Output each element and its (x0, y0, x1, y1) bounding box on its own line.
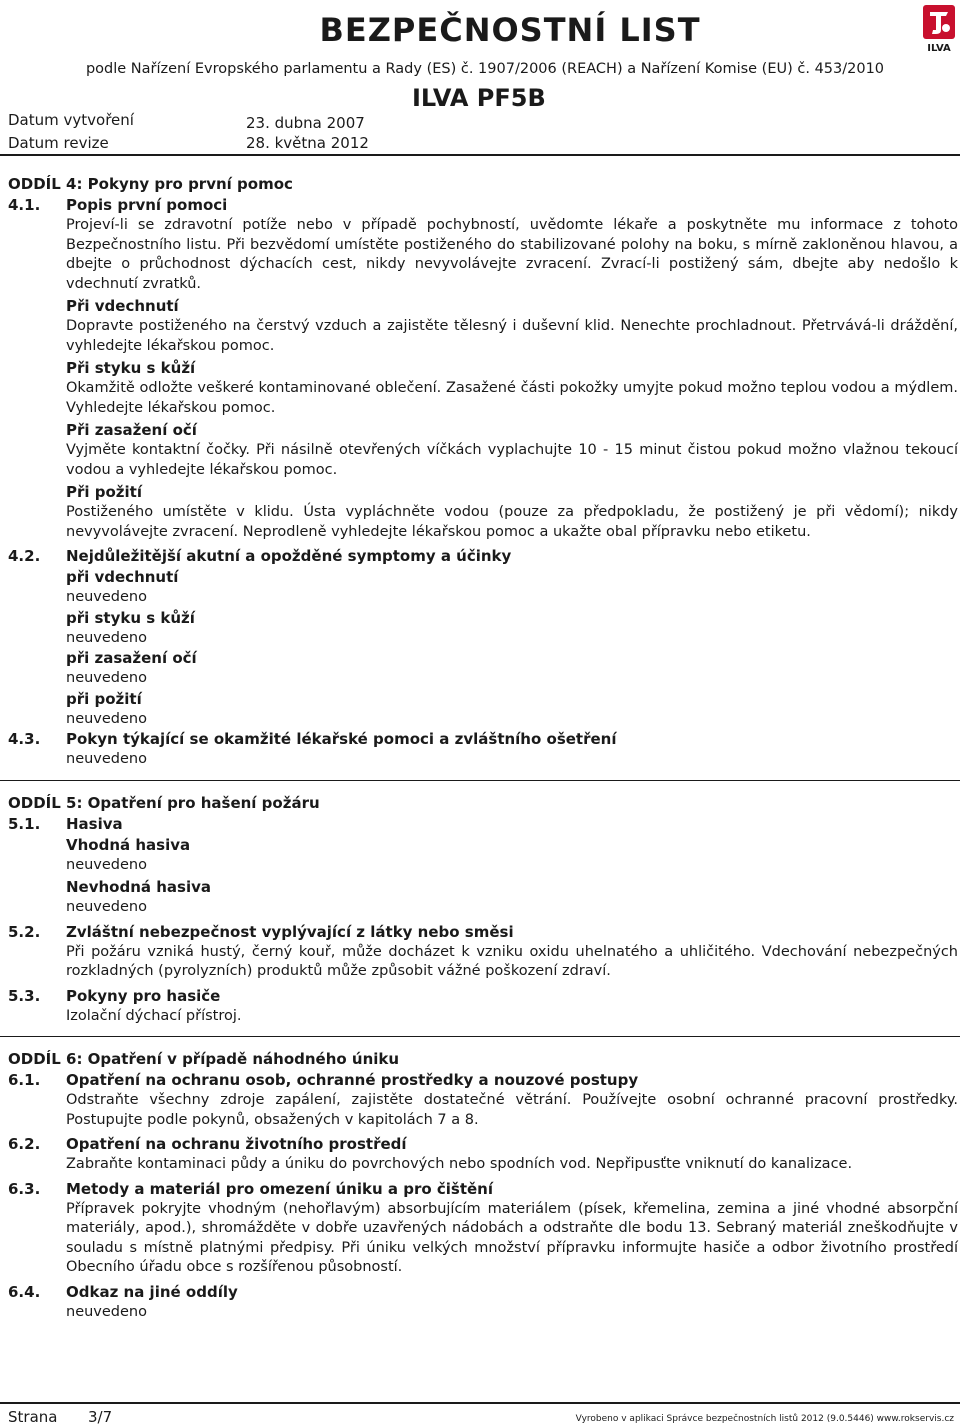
section-4-title: ODDÍL 4: Pokyny pro první pomoc (8, 175, 293, 193)
document-body (8, 174, 958, 1322)
subsection-title: Zvláštní nebezpečnost vyplývající z látky nebo směsi (66, 922, 514, 941)
page-label: Strana (8, 1408, 58, 1426)
created-date-label: Datum vytvoření (8, 111, 134, 129)
product-name: ILVA PF5B (412, 84, 546, 112)
symptom-ingestion-text: neuvedeno (66, 710, 147, 727)
subsection-title: Metody a materiál pro omezení úniku a pro čištění (66, 1179, 494, 1198)
subsection-text: Odstraňte všechny zdroje zapálení, zajistěte dostatečné větrání. Používejte osobní ochranné pracovní prostředky. Postupujte podle pokynů, obsažených v kapitolách 7 a 8. (66, 1092, 958, 1128)
subsection-6-3 (8, 1179, 958, 1278)
symptom-eye-heading: při zasažení očí (66, 649, 197, 667)
symptom-inhalation-heading: při vdechnutí (66, 568, 179, 586)
document-title: BEZPEČNOSTNÍ LIST (319, 11, 701, 49)
subsection-5-2 (8, 922, 958, 982)
subsection-6-2 (8, 1134, 958, 1175)
inhalation-text: Dopravte postiženého na čerstvý vzduch a zajistěte tělesný i duševní klid. Nenechte prochladnout. Přetrvává-li dráždění, vyhledejte lékařskou pomoc. (66, 318, 958, 354)
skin-contact-heading: Při styku s kůží (66, 359, 196, 377)
skin-contact-text: Okamžitě odložte veškeré kontaminované oblečení. Zasažené části pokožky umyjte pokud možno teplou vodou a mýdlem. Vyhledejte lékařskou pomoc. (66, 380, 958, 416)
subsection-number: 4.2. (8, 547, 41, 565)
unsuitable-media-heading: Nevhodná hasiva (66, 878, 212, 896)
subsection-number: 5.1. (8, 814, 41, 833)
symptom-skin-text: neuvedeno (66, 629, 147, 646)
subsection-number: 4.1. (8, 196, 41, 214)
section-divider (0, 780, 960, 781)
logo-wordmark: ILVA (927, 43, 951, 54)
subsection-6-1 (8, 1070, 958, 1130)
section-5-title: ODDÍL 5: Opatření pro hašení požáru (8, 793, 320, 812)
eye-contact-heading: Při zasažení očí (66, 421, 197, 439)
revision-date-value: 28. května 2012 (246, 134, 369, 152)
subsection-number: 5.3. (8, 986, 41, 1005)
generator-note: Vyrobeno v aplikaci Správce bezpečnostních listů 2012 (9.0.5446) www.rokservis.cz (575, 1414, 954, 1424)
subsection-title: Nejdůležitější akutní a opožděné symptomy a účinky (66, 547, 512, 565)
subsection-text: Přípravek pokryjte vhodným (nehořlavým) absorbujícím materiálem (písek, křemelina, zemina a jiné vhodné absorpční materiály, apod.), shromážděte v dobře uzavřených nádobách a odstraňte dle bodu 13. Sebraný materiál zneškodňujte v souladu s místně platnými předpisy. Při úniku velkých množství přípravku informujte hasiče a odbor životního prostředí Obecního úřadu obce s rozšířenou působností. (66, 1200, 958, 1275)
subsection-number: 4.3. (8, 730, 41, 748)
symptom-eye-text: neuvedeno (66, 670, 147, 686)
subsection-title: Odkaz na jiné oddíly (66, 1282, 238, 1301)
inhalation-heading: Při vdechnutí (66, 297, 179, 315)
subsection-title: Pokyn týkající se okamžité lékařské pomoci a zvláštního ošetření (66, 730, 617, 748)
eye-contact-text: Vyjměte kontaktní čočky. Při násilně otevřených víčkách vyplachujte 10 - 15 minut čistou pokud možno vlažnou tekoucí vodou a vyhledejte lékařskou pomoc. (66, 442, 958, 478)
subsection-5-3 (8, 986, 958, 1027)
ingestion-text: Postiženého umístěte v klidu. Ústa vypláchněte vodou (pouze za předpokladu, že postižený je při vědomí); nikdy nevyvolávejte zvracení. Neprodleně vyhledejte lékařskou pomoc a ukažte obal přípravku nebo etiketu. (66, 504, 958, 540)
first-aid-general-text: Projeví-li se zdravotní potíže nebo v případě pochybností, uvědomte lékaře a poskytněte mu informace z tohoto Bezpečnostního listu. Při bezvědomí umístěte postiženého do stabilizované polohy na boku, s mírně zakloněnou hlavou, a dbejte o průchodnost dýchacích cest, nikdy nevyvolávejte zvracení. Zvrací-li postižený sám, dbejte aby nedošlo k vdechnutí zvratků. (66, 217, 958, 292)
subsection-text: neuvedeno (66, 751, 147, 767)
subsection-text: Při požáru vzniká hustý, černý kouř, může docházet k vzniku oxidu uhelnatého a uhličitého. Vdechování nebezpečných rozkladných (pyrolyzních) produktů může způsobit vážné poškození zdraví. (66, 943, 958, 979)
subsection-number: 6.3. (8, 1179, 41, 1198)
subsection-number: 5.2. (8, 922, 41, 941)
subsection-title: Opatření na ochranu osob, ochranné prostředky a nouzové postupy (66, 1071, 639, 1089)
subsection-title: Opatření na ochranu životního prostředí (66, 1135, 407, 1153)
subsection-title: Pokyny pro hasiče (66, 986, 221, 1005)
subsection-text: Zabraňte kontaminaci půdy a úniku do povrchových nebo spodních vod. Nepřipusťte vniknutí do kanalizace. (66, 1156, 853, 1172)
subsection-number: 6.4. (8, 1282, 41, 1301)
subsection-6-4 (8, 1282, 958, 1323)
page-number (8, 1408, 112, 1426)
ilva-logo (922, 4, 956, 54)
subsection-4-1 (8, 195, 958, 542)
subsection-5-1 (8, 814, 958, 918)
section-divider (0, 1036, 960, 1037)
subsection-4-3 (8, 729, 958, 770)
header-divider (0, 154, 960, 156)
subsection-title: Hasiva (66, 814, 123, 833)
regulation-subtitle: podle Nařízení Evropského parlamentu a Rady (ES) č. 1907/2006 (REACH) a Nařízení Komise (EU) č. 453/2010 (85, 61, 885, 77)
subsection-4-2 (8, 546, 958, 729)
subsection-text: Izolační dýchací přístroj. (66, 1007, 242, 1024)
unsuitable-media-text: neuvedeno (66, 899, 147, 915)
subsection-number: 6.2. (8, 1135, 41, 1153)
subsection-title: Popis první pomoci (66, 196, 228, 214)
section-6-title: ODDÍL 6: Opatření v případě náhodného úniku (8, 1050, 400, 1068)
revision-date-label: Datum revize (8, 134, 109, 152)
symptom-inhalation-text: neuvedeno (66, 589, 147, 605)
symptom-skin-heading: při styku s kůží (66, 608, 195, 627)
subsection-number: 6.1. (8, 1071, 41, 1089)
created-date-value: 23. dubna 2007 (246, 114, 365, 132)
subsection-text: neuvedeno (66, 1303, 147, 1320)
suitable-media-text: neuvedeno (66, 856, 147, 873)
footer-divider (0, 1402, 960, 1404)
suitable-media-heading: Vhodná hasiva (66, 835, 191, 854)
symptom-ingestion-heading: při požití (66, 689, 142, 708)
ingestion-heading: Při požití (66, 483, 142, 501)
page-value: 3/7 (88, 1408, 113, 1426)
